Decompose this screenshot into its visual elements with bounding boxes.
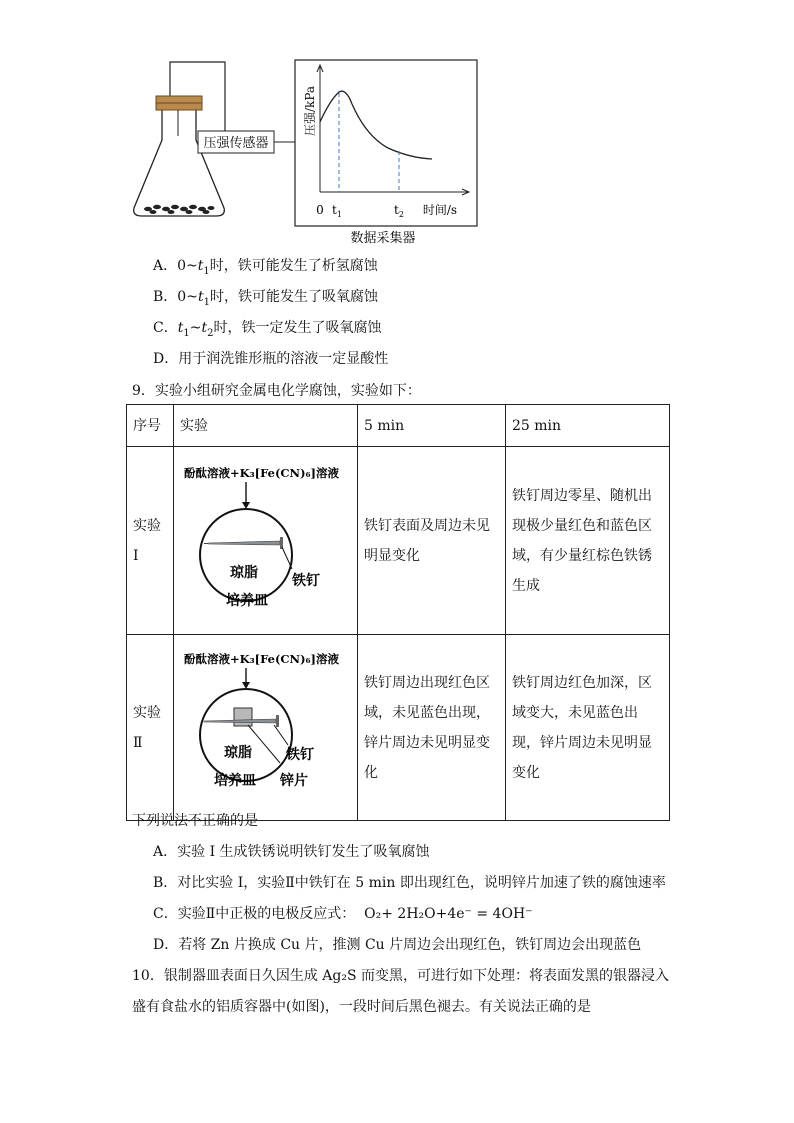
- result-25min-cell: 铁钉周边零星、随机出现极少量红色和蓝色区域，有少量红棕色铁锈生成: [506, 447, 670, 635]
- iron-filings: [144, 205, 215, 214]
- y-axis-label: 压强/kPa: [303, 85, 317, 136]
- reagent-label: 酚酞溶液+K₃[Fe(CN)₆]溶液: [184, 466, 339, 480]
- experiment-1-figure: [174, 447, 356, 623]
- q8-option-d: [153, 348, 388, 368]
- result-5min-cell: 铁钉周边出现红色区域，未见蓝色出现，锌片周边未见明显变化: [358, 635, 506, 821]
- row-label-line: 实验: [133, 517, 161, 534]
- petri-dish: [200, 689, 292, 781]
- q10-stem-line2: 盛有食盐水的铝质容器中(如图)，一段时间后黑色褪去。有关说法正确的是: [132, 999, 591, 1015]
- header-cell: 25 min: [506, 405, 670, 447]
- row-label-line: 实验: [133, 704, 161, 721]
- reagent-label: 酚酞溶液+K₃[Fe(CN)₆]溶液: [184, 652, 339, 666]
- x-axis-label: 时间/s: [422, 203, 458, 217]
- option-text: 实验 I 生成铁锈说明铁钉发生了吸氧腐蚀: [177, 844, 430, 860]
- option-text: 对比实验 I，实验Ⅱ中铁钉在 5 min 即出现红色，说明锌片加速了铁的腐蚀速率: [177, 875, 666, 891]
- header-cell: 实验: [174, 405, 358, 447]
- row-label-cell: [127, 635, 174, 821]
- pressure-sensor-label: 压强传感器: [203, 136, 269, 151]
- option-letter: A．: [153, 258, 178, 274]
- option-pre: 0~: [177, 289, 198, 305]
- experiment-figure-cell: [174, 447, 358, 635]
- row-label-line: I: [133, 547, 139, 564]
- row-label-cell: [127, 447, 174, 635]
- q9-stem: 9．实验小组研究金属电化学腐蚀，实验如下：: [132, 383, 421, 399]
- origin-label: 0: [316, 203, 324, 217]
- table-row: [127, 447, 670, 635]
- option-text: 实验Ⅱ中正极的电极反应式：: [177, 906, 356, 922]
- data-collector-box: [295, 60, 477, 226]
- q9-option-d: [153, 934, 641, 954]
- option-var: t: [177, 320, 184, 336]
- zinc-plate: [234, 708, 252, 726]
- petri-dish: [200, 509, 292, 601]
- option-letter: B．: [153, 289, 178, 305]
- experiment-figure-cell: [174, 635, 358, 821]
- option-text: 时，铁可能发生了吸氧腐蚀: [209, 289, 378, 305]
- result-25min-cell: 铁钉周边红色加深，区域变大，未见蓝色出现，锌片周边未见明显变化: [506, 635, 670, 821]
- dish-label: 培养皿: [226, 593, 268, 609]
- option-letter: C．: [153, 320, 178, 336]
- experiment-2-figure: [174, 635, 356, 809]
- flask-pressure-apparatus-figure: [120, 52, 480, 252]
- nail-label: 铁钉: [286, 747, 314, 763]
- result-5min-cell: 铁钉表面及周边未见明显变化: [358, 447, 506, 635]
- option-mid: ~: [189, 320, 202, 336]
- zinc-label: 锌片: [280, 773, 308, 789]
- option-var: t: [201, 320, 208, 336]
- option-pre: 0~: [177, 258, 198, 274]
- option-sub: 1: [203, 265, 210, 277]
- option-sub: 1: [183, 327, 190, 339]
- t1-tick-label: $t_1$: [332, 203, 342, 219]
- option-sub: 2: [207, 327, 214, 339]
- table-row: [127, 635, 670, 821]
- option-text: 时，铁可能发生了析氢腐蚀: [209, 258, 378, 274]
- option-letter: D．: [153, 351, 179, 367]
- option-letter: B．: [153, 875, 178, 891]
- q8-option-a: [153, 255, 378, 277]
- option-sub: 1: [203, 296, 210, 308]
- option-letter: C．: [153, 906, 178, 922]
- option-var: t: [197, 289, 204, 305]
- dish-label: 培养皿: [214, 773, 256, 789]
- t2-tick-label: $t_2$: [394, 203, 404, 219]
- header-cell: 序号: [127, 405, 174, 447]
- row-label-line: Ⅱ: [133, 734, 143, 751]
- collector-label: 数据采集器: [350, 231, 416, 246]
- q9-option-c: [153, 903, 533, 923]
- q10-stem-line1: 10．银制器皿表面日久因生成 Ag₂S 而变黑，可进行如下处理：将表面发黑的银器浸入: [132, 968, 669, 984]
- q9-option-b: [153, 872, 666, 892]
- table-header-row: [127, 405, 670, 447]
- nail-label: 铁钉: [292, 573, 320, 589]
- option-letter: A．: [153, 844, 178, 860]
- option-text: 若将 Zn 片换成 Cu 片，推测 Cu 片周边会出现红色，铁钉周边会出现蓝色: [178, 937, 642, 953]
- experiment-table: [126, 404, 670, 821]
- option-text: 用于润洗锥形瓶的溶液一定显酸性: [178, 351, 389, 367]
- option-var: t: [197, 258, 204, 274]
- q8-option-b: [153, 286, 378, 308]
- option-text: 时，铁一定发生了吸氧腐蚀: [213, 320, 382, 336]
- header-cell: 5 min: [358, 405, 506, 447]
- conical-flask: [134, 96, 225, 216]
- agar-label: 琼脂: [230, 565, 258, 581]
- electrode-equation: O₂+ 2H₂O+4e⁻ = 4OH⁻: [364, 906, 533, 922]
- q8-option-c: [153, 317, 381, 339]
- iron-nail: [204, 537, 283, 549]
- agar-label: 琼脂: [224, 745, 252, 761]
- q9-question: 下列说法不正确的是: [132, 813, 258, 829]
- q9-option-a: [153, 841, 430, 861]
- option-letter: D．: [153, 937, 179, 953]
